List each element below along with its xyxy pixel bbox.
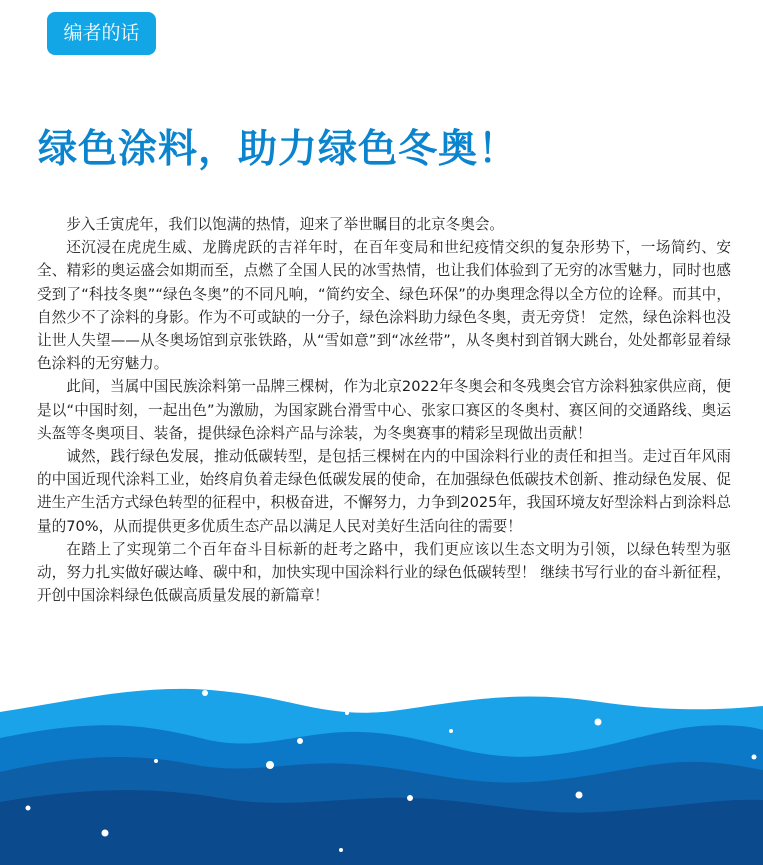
snowflake xyxy=(154,759,158,763)
snowflake xyxy=(26,806,31,811)
paragraph: 还沉浸在虎虎生威、龙腾虎跃的吉祥年时，在百年变局和世纪疫情交织的复杂形势下，一场简约、安全、精彩的奥运盛会如期而至，点燃了全国人民的冰雪热情，也让我们体验到了无穷的冰雪魅力，同时也感受到了“科技冬奥”“绿色冬奥”的不同凡响，“简约安全、绿色环保”的办奥理念得以全方位的诠释。而其中，自然少不了涂料的身影。作为不可或缺的一分子，绿色涂料助力绿色冬奥，责无旁贷！ 定然，绿色涂料也没让世人失望——从冬奥场馆到京张铁路，从“雪如意”到“冰丝带”，从冬奥村到首钢大跳台，处处都彰显着绿色涂料的无穷魅力。 xyxy=(37,239,731,373)
editor-note-badge: 编者的话 xyxy=(47,12,156,55)
snowy-mountains-illustration xyxy=(0,660,763,865)
snowflake xyxy=(202,690,208,696)
snowflake xyxy=(266,761,274,769)
snowflake xyxy=(576,792,583,799)
page-title: 绿色涂料，助力绿色冬奥！ xyxy=(38,126,519,172)
snowflake xyxy=(752,755,757,760)
snowflake xyxy=(339,848,343,852)
snowflake xyxy=(407,795,413,801)
snowflake xyxy=(676,695,681,700)
snowflake xyxy=(449,729,453,733)
snowflake xyxy=(345,711,349,715)
paragraph: 步入壬寅虎年，我们以饱满的热情，迎来了举世瞩目的北京冬奥会。 xyxy=(66,216,505,233)
snowflake xyxy=(297,738,303,744)
snowflake xyxy=(102,830,109,837)
paragraph: 此间，当属中国民族涂料第一品牌三棵树，作为北京2022年冬奥会和冬残奥会官方涂料独家供应商，便是以“中国时刻，一起出色”为激励，为国家跳台滑雪中心、张家口赛区的冬奥村、赛区间的交通路线、奥运头盔等冬奥项目、装备，提供绿色涂料产品与涂装，为冬奥赛事的精彩呈现做出贡献！ xyxy=(37,378,731,442)
paragraph: 在踏上了实现第二个百年奋斗目标新的赶考之路中，我们更应该以生态文明为引领，以绿色转型为驱动，努力扎实做好碳达峰、碳中和，加快实现中国涂料行业的绿色低碳转型！ 继续书写行业的奋斗新征程，开创中国涂料绿色低碳高质量发展的新篇章！ xyxy=(37,540,731,605)
article-body xyxy=(37,213,731,607)
paragraph: 诚然，践行绿色发展，推动低碳转型，是包括三棵树在内的中国涂料行业的责任和担当。走过百年风雨的中国近现代涂料工业，始终肩负着走绿色低碳发展的使命，在加强绿色低碳技术创新、推动绿色发展、促进生产生活方式绿色转型的征程中，积极奋进，不懈努力，力争到2025年，我国环境友好型涂料占到涂料总量的70%，从而提供更多优质生态产品以满足人民对美好生活向往的需要！ xyxy=(37,448,731,535)
snowflake xyxy=(595,719,602,726)
